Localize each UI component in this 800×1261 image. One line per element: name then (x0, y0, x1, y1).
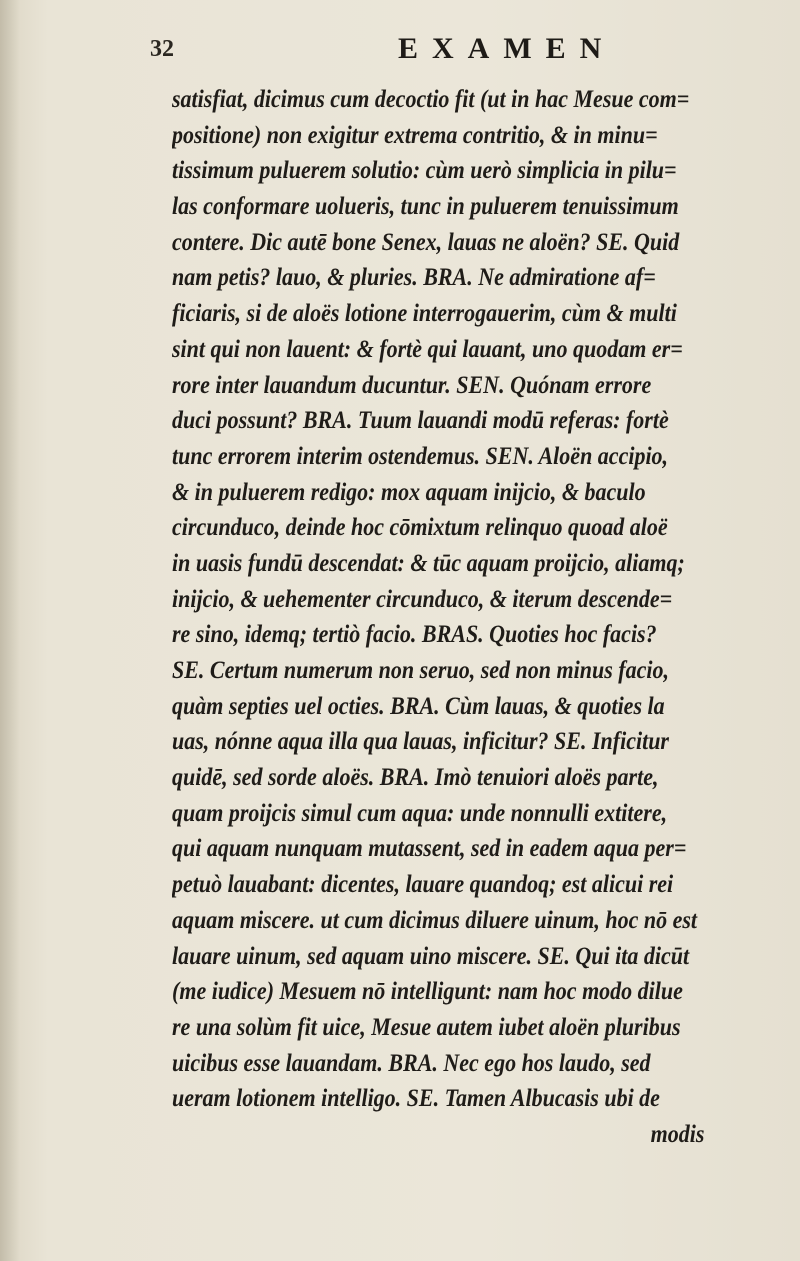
text-line: contere. Dic autē bone Senex, lauas ne aloën? SE. Quid (172, 228, 680, 256)
text-line: rore inter lauandum ducuntur. SEN. Quónam errore (172, 371, 652, 399)
text-line: satisfiat, dicimus cum decoctio fit (ut in hac Mesue com= (172, 86, 690, 113)
running-head: EXAMEN (398, 32, 616, 65)
text-block (172, 82, 792, 1153)
text-line: positione) non exigitur extrema contritio, & in minu= (172, 121, 658, 149)
text-line: aquam miscere. ut cum dicimus diluere uinum, hoc nō est (172, 906, 698, 934)
text-line: sint qui non lauent: & fortè qui lauant, uno quodam er= (172, 335, 683, 363)
text-line: tunc errorem interim ostendemus. SEN. Aloën accipio, (172, 442, 669, 470)
text-line: lauare uinum, sed aquam uino miscere. SE. Qui ita dicūt (172, 942, 690, 970)
text-line: circunduco, deinde hoc cōmixtum relinquo quoad aloë (172, 514, 668, 542)
text-line: SE. Certum numerum non seruo, sed non minus facio, (172, 657, 669, 684)
text-line: uicibus esse lauandam. BRA. Nec ego hos laudo, sed (172, 1049, 651, 1077)
text-line: quam proijcis simul cum aqua: unde nonnulli extitere, (172, 799, 668, 827)
text-line: re una solùm fit uice, Mesue autem iubet aloën pluribus (172, 1013, 681, 1041)
text-line: & in puluerem redigo: mox aquam inijcio, & baculo (172, 478, 646, 506)
text-line: qui aquam nunquam mutassent, sed in eadem aqua per= (172, 835, 687, 863)
text-line: inijcio, & uehementer circunduco, & iterum descende= (172, 585, 673, 613)
text-line: uas, nónne aqua illa qua lauas, inficitur? SE. Inficitur (172, 728, 669, 756)
text-line: tissimum puluerem solutio: cùm uerò simplicia in pilu= (172, 157, 677, 185)
text-line: nam petis? lauo, & pluries. BRA. Ne admiratione af= (172, 264, 656, 292)
text-line: ueram lotionem intelligo. SE. Tamen Albucasis ubi de (172, 1085, 660, 1113)
text-line: quàm septies uel octies. BRA. Cùm lauas, & quoties la (172, 692, 665, 720)
spine-shadow (0, 0, 20, 1261)
page-header (150, 30, 790, 78)
page-number: 32 (150, 36, 174, 62)
text-line: petuò lauabant: dicentes, lauare quandoq; est alicui rei (172, 871, 674, 899)
text-line: quidē, sed sorde aloës. BRA. Imò tenuiori aloës parte, (172, 764, 659, 792)
text-line: las conformare uolueris, tunc in puluerem tenuissimum (172, 193, 679, 221)
text-line: (me iudice) Mesuem nō intelligunt: nam hoc modo dilue (172, 978, 683, 1006)
catchword: modis (650, 1120, 705, 1148)
text-line: duci possunt? BRA. Tuum lauandi modū referas: fortè (172, 407, 669, 435)
text-line: ficiaris, si de aloës lotione interrogauerim, cùm & multi (172, 300, 677, 328)
text-line: re sino, idemq; tertiò facio. BRAS. Quoties hoc facis? (172, 621, 657, 649)
text-line: in uasis fundū descendat: & tūc aquam proijcio, aliamq; (172, 549, 685, 577)
